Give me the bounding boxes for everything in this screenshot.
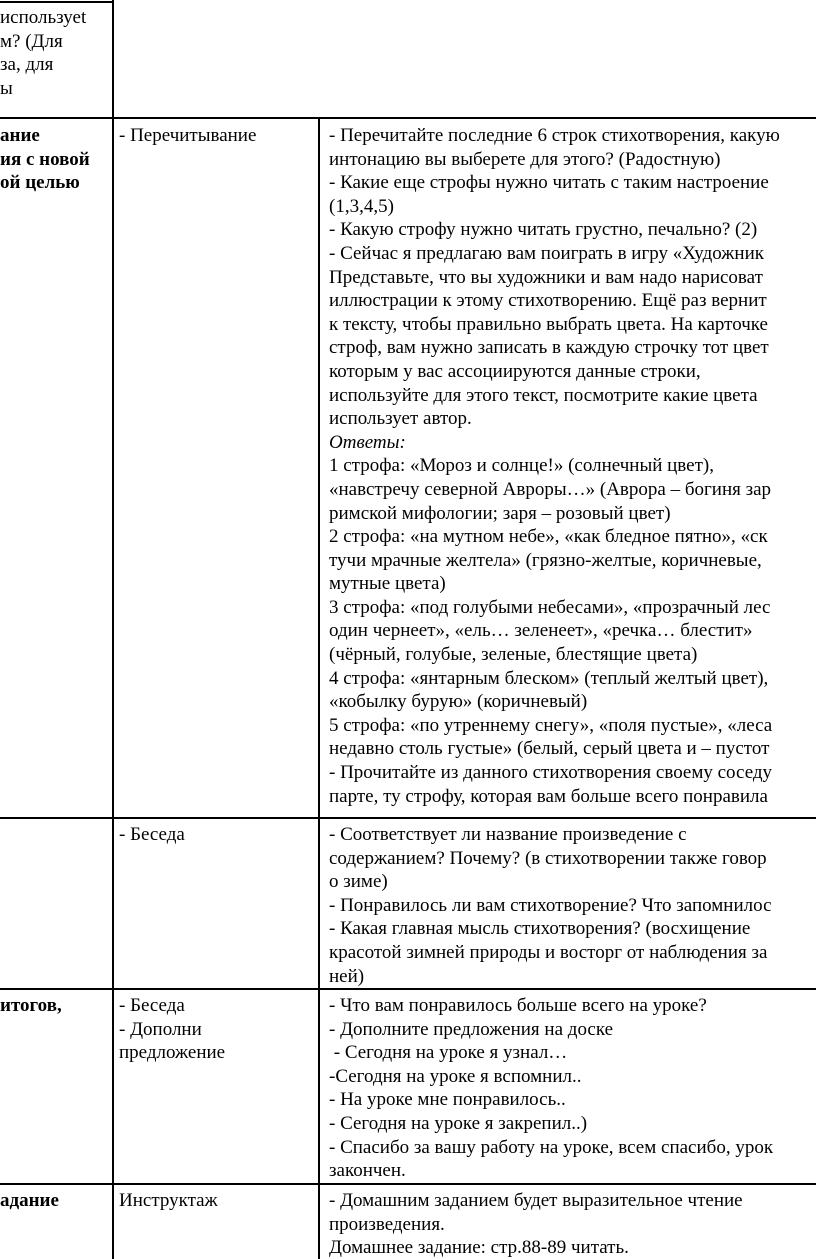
table-row-border-4 [0,1183,816,1185]
content-line: которым у вас ассоциируются данные строки, [329,360,701,382]
table-row-border-2 [0,817,816,819]
row-3-method-cell [119,994,225,1065]
content-line: - Какую строфу нужно читать грустно, печально? (2) [329,219,758,241]
content-line: интонацию вы выберете для этого? (Радостную) [329,148,721,170]
content-line: 1 строфа: «Мороз и солнце!» (солнечный цвет), [329,455,714,477]
content-line: «кобылку бурую» (коричневый) [329,691,588,713]
row-2-method-cell [119,823,185,847]
content-line: ней) [329,965,365,987]
row-1-stage-line: ия с новой [0,148,90,170]
content-line: использует автор. [329,408,472,430]
content-line: 5 строфа: «по утреннему снегу», «поля пустые», «леса [329,714,773,736]
row-3-stage-line: итогов, [0,995,62,1016]
table-border-middle-column [318,117,320,1259]
row-4-method-cell [119,1189,218,1213]
content-line: 2 строфа: «на мутном небе», «как бледное пятно», «ск [329,526,768,548]
content-line: - Спасибо за вашу работу на уроке, всем спасибо, урок [329,1136,774,1158]
row-4-stage-cell [0,1189,59,1213]
row-0-stage-line: м? (Для [0,30,63,52]
content-line: (1,3,4,5) [329,195,394,217]
row-0-stage-cell [0,6,86,100]
content-line: - Что вам понравилось больше всего на уроке? [329,995,707,1016]
content-line: - Домашним заданием будет выразительное чтение [329,1190,743,1211]
content-line: мутные цвета) [329,573,446,595]
row-0-stage-line: используеt [0,7,87,28]
content-line: используйте для этого текст, посмотрите какие цвета [329,384,758,406]
content-line: - Соответствует ли название произведение с [329,824,687,845]
content-line: один чернеет», «ель… зеленеет», «речка… блестит» [329,620,753,642]
row-4-content-cell [329,1189,743,1259]
table-top-border [0,1,113,3]
row-4-stage-line: адание [0,1190,59,1211]
row-2-content-cell [329,823,772,988]
content-line: - На уроке мне понравилось.. [329,1089,566,1111]
row-0-stage-line: ы [0,77,13,99]
content-line: - Сегодня на уроке я закрепил..) [329,1112,588,1134]
content-line: - Какая главная мысль стихотворения? (восхищение [329,918,751,940]
content-line: закончен. [329,1160,406,1182]
content-line: 3 строфа: «под голубыми небесами», «прозрачный лес [329,596,771,618]
content-line: недавно столь густые» (белый, серый цвета и – пустот [329,738,770,760]
content-line: строф, вам нужно записать в каждую строчку тот цвет [329,337,769,359]
content-line: произведения. [329,1213,445,1235]
content-line: - Понравилось ли вам стихотворение? Что запомнилос [329,894,772,916]
row-3-stage-cell [0,994,62,1018]
table-border-left-column [112,0,114,1259]
content-line: - Прочитайте из данного стихотворения своему соседу [329,762,773,784]
content-line: к тексту, чтобы правильно выбрать цвета. На карточке [329,313,768,335]
content-line: тучи мрачные желтела» (грязно-желтые, коричневые, [329,549,762,571]
content-line: Представьте, что вы художники и вам надо нарисоват [329,266,763,288]
content-line: - Какие еще строфы нужно читать с таким настроение [329,172,769,194]
content-line: - Дополните предложения на доске [329,1018,614,1040]
row-1-content-cell [329,124,780,808]
content-line: - Сегодня на уроке я узнал… [329,1042,568,1064]
content-line: Домашнее задание: стр.88-89 читать. [329,1237,629,1259]
content-line: красотой зимней природы и восторг от наблюдения за [329,941,768,963]
row-4-method-line: Инструктаж [119,1190,218,1211]
content-line: о зиме) [329,871,388,893]
content-line: - Перечитайте последние 6 строк стихотворения, какую [329,125,780,146]
table-row-border-1 [0,117,816,119]
row-1-method-line: - Перечитывание [119,125,257,146]
content-line: иллюстрации к этому стихотворению. Ещё раз вернит [329,290,767,312]
answers-heading: Ответы: [329,431,406,453]
row-1-stage-line: ой целью [0,172,80,194]
row-2-method-line: - Беседа [119,824,185,845]
row-0-stage-line: за, для [0,54,54,76]
content-line: 4 строфа: «янтарным блеском» (теплый желтый цвет), [329,667,769,689]
content-line: римской мифологии; заря – розовый цвет) [329,502,671,524]
content-line: «навстречу северной Авроры…» (Аврора – богиня зар [329,478,772,500]
content-line: -Сегодня на уроке я вспомнил.. [329,1065,582,1087]
row-3-method-line: - Беседа [119,995,185,1016]
row-3-method-line: - Дополни [119,1018,202,1040]
table-row-border-3 [0,988,816,990]
row-3-content-cell [329,994,773,1183]
row-1-stage-line: ание [0,125,40,146]
row-3-method-line: предложение [119,1042,226,1064]
row-1-method-cell [119,124,256,148]
content-line: - Сейчас я предлагаю вам поиграть в игру «Художник [329,242,764,264]
content-line: парте, ту строфу, которая вам больше всего понравила [329,785,768,807]
content-line: (чёрный, голубые, зеленые, блестящие цвета) [329,644,698,666]
row-1-stage-cell [0,124,90,195]
content-line: содержанием? Почему? (в стихотворении также говор [329,847,767,869]
